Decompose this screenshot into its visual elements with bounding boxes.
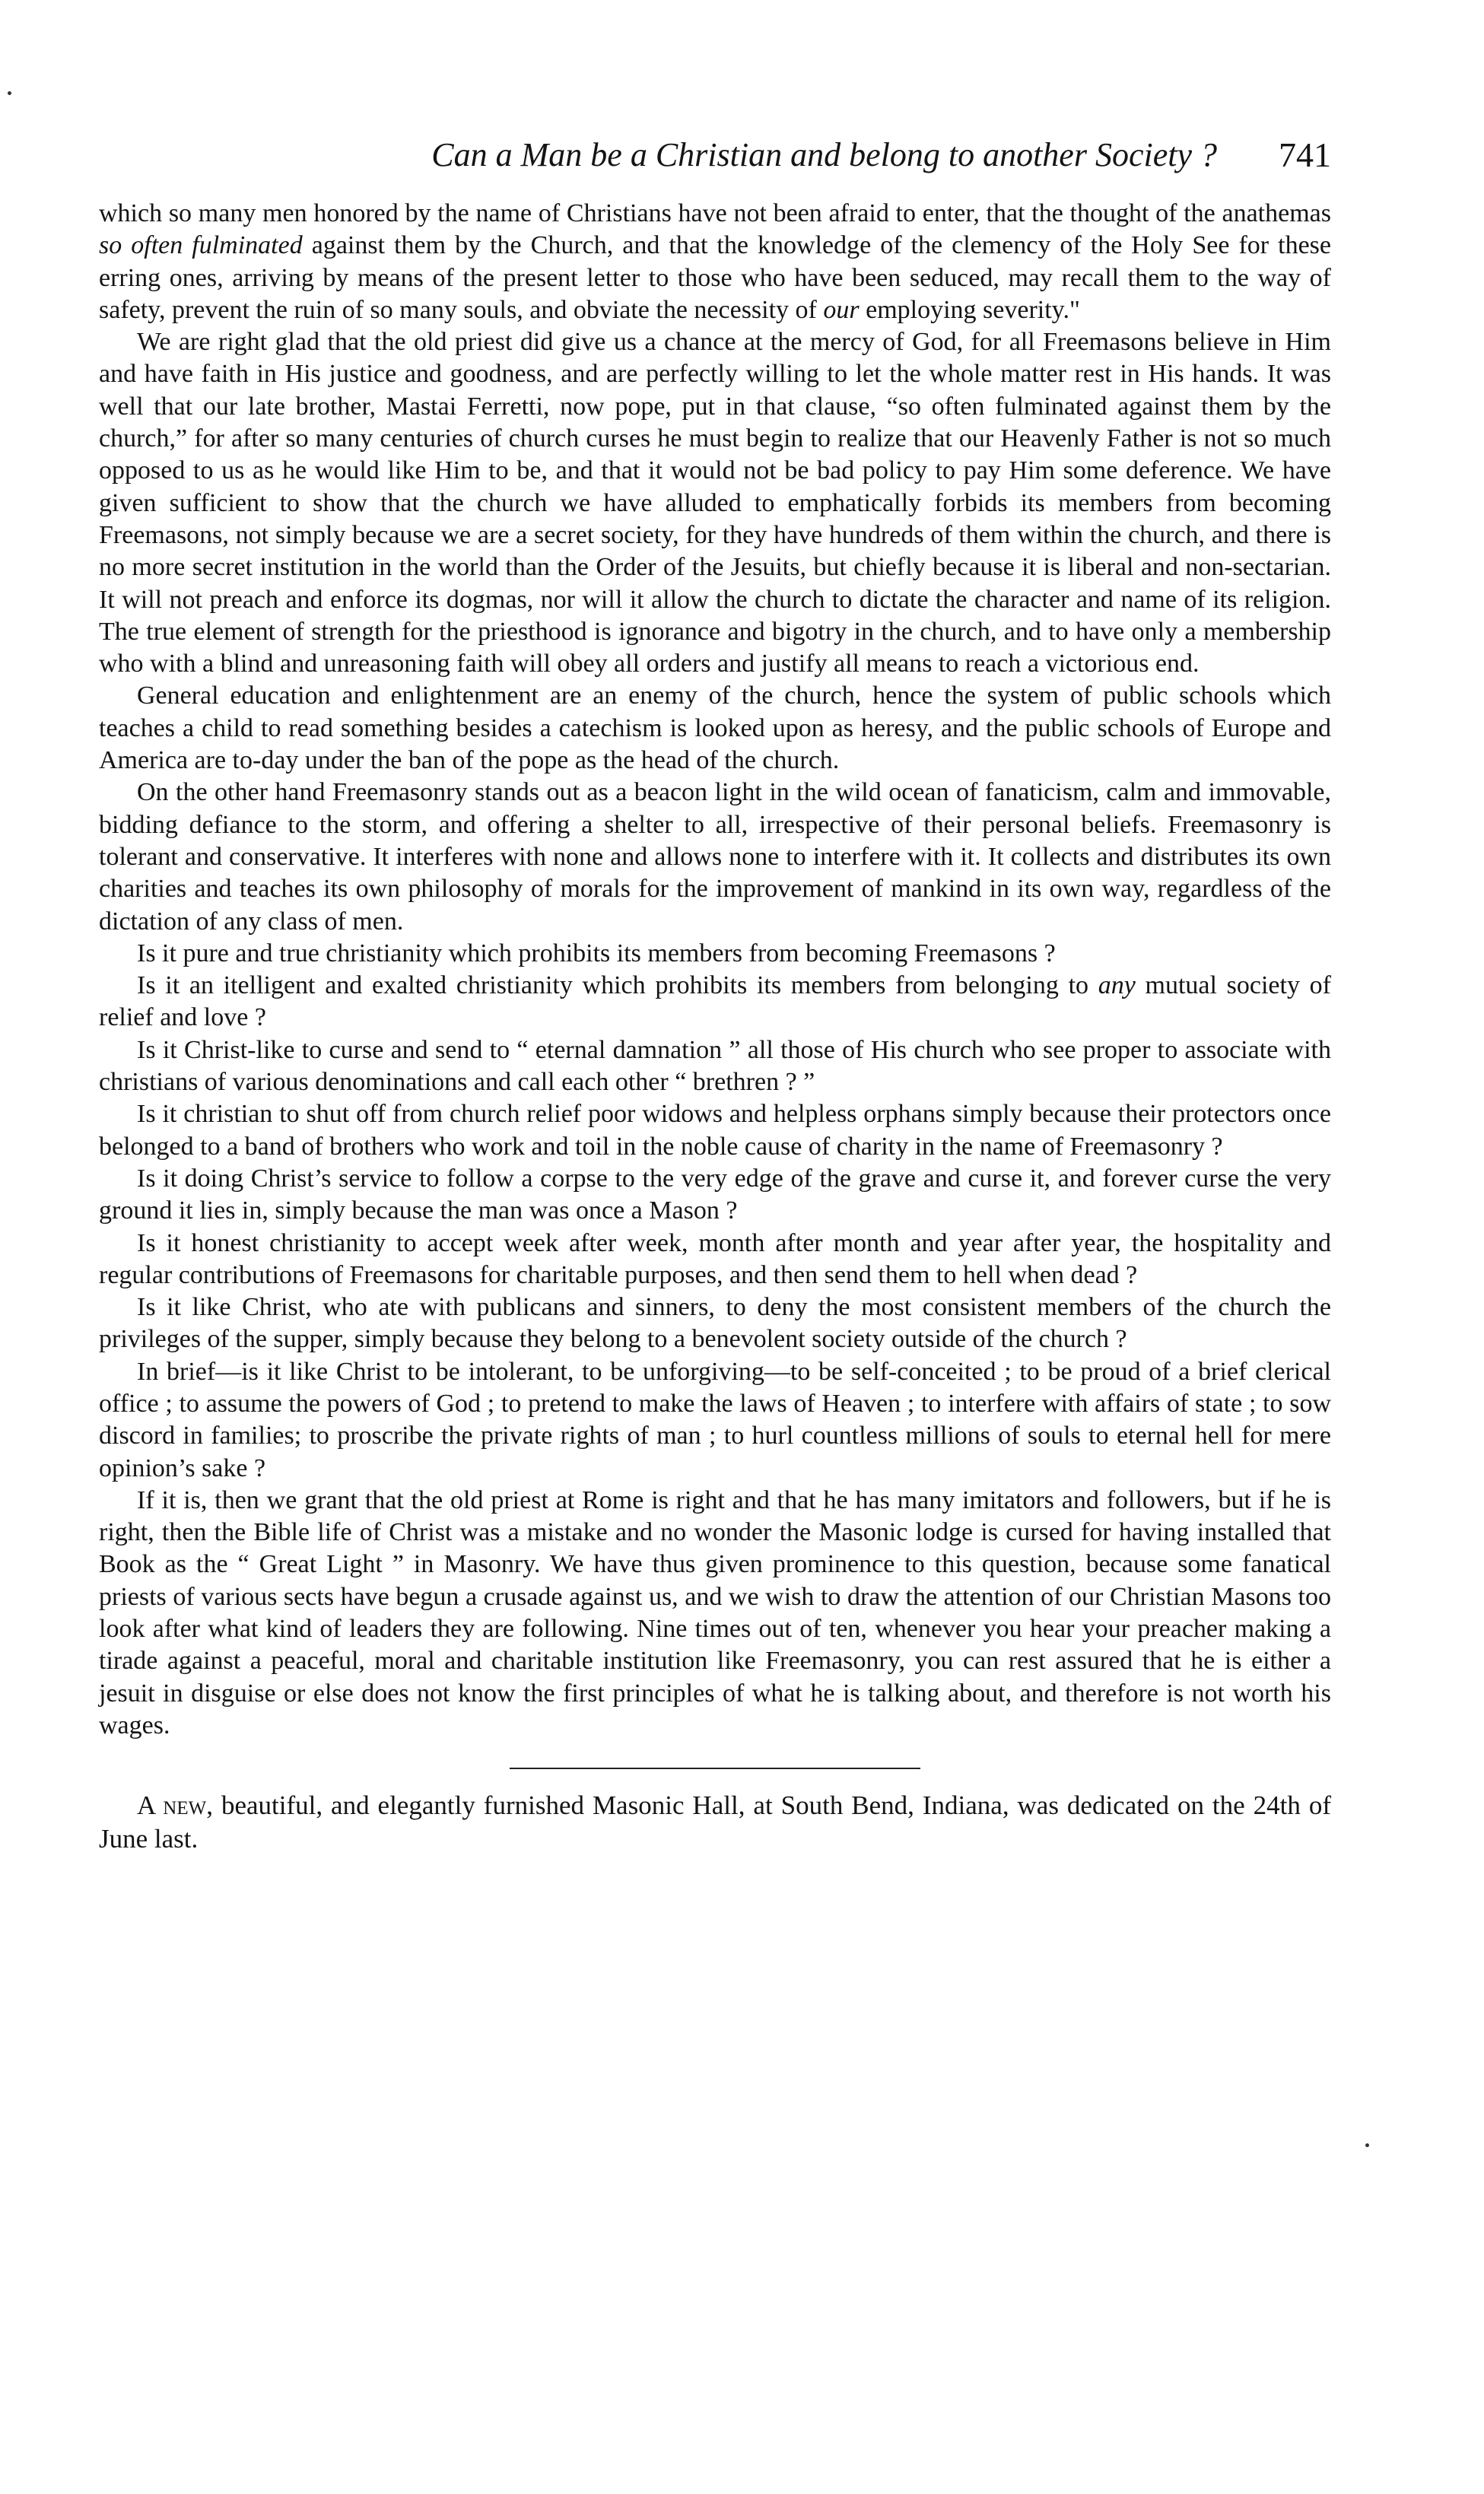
article-body: [99, 198, 1331, 1742]
body-paragraph: [99, 1356, 1331, 1485]
page: [99, 134, 1331, 1856]
text-run: We are right glad that the old priest did give us a chance at the mercy of God, for all Freemasons believe in Him and have faith in His justice and goodness, and are perfectly willing to let the whole matter rest in His hands. It was well that our late brother, Mastai Ferretti, now pope, put in that clause, “so often fulminated against them by the church,” for after so many centuries of church curses he must begin to realize that our Heavenly Father is not so much opposed to us as he would like Him to be, and that it would not be bad policy to pay Him some deference. We have given sufficient to show that the church we have alluded to emphatically forbids its members from becoming Freemasons, not simply because we are a secret society, for they have hundreds of them within the church, and there is no more secret institution in the world than the Order of the Jesuits, but chiefly because it is liberal and non-sectarian. It will not preach and enforce its dogmas, nor will it allow the church to dictate the character and name of its religion. The true element of strength for the priesthood is ignorance and bigotry in the church, and to have only a membership who with a blind and unreasoning faith will obey all orders and justify all means to reach a victorious end.: [99, 328, 1331, 678]
body-paragraph: [99, 326, 1331, 680]
margin-speck: [8, 91, 11, 95]
text-run: Is it honest christianity to accept week after week, month after month and year after year, the hospitality and regular contributions of Freemasons for charitable purposes, and then send them to hell when dead ?: [99, 1228, 1331, 1289]
italic-text: so often fulminated: [99, 231, 303, 260]
body-paragraph: [99, 1098, 1331, 1163]
news-paragraph: [99, 1789, 1331, 1856]
text-run: Is it christian to shut off from church relief poor widows and helpless orphans simply because their protectors once belonged to a band of brothers who work and toil in the noble cause of charity in the name of Freemasonry ?: [99, 1100, 1331, 1161]
margin-speck: [1365, 2143, 1369, 2147]
body-paragraph: [99, 1163, 1331, 1228]
text-run: against them by the Church, and that the knowledge of the clemency of the Holy See for these erring ones, arriving by means of the present letter to those who have been seduced, may recall them to the way of safety, prevent the ruin of so many souls, and obviate the necessity of: [99, 231, 1331, 324]
text-run: Is it an itelligent and exalted christianity which prohibits its members from belonging to: [137, 971, 1098, 1000]
news-lead: A new: [137, 1790, 207, 1821]
running-head: [99, 134, 1331, 180]
body-paragraph: [99, 1291, 1331, 1356]
body-paragraph: [99, 198, 1331, 326]
section-divider: [510, 1768, 920, 1769]
text-run: General education and enlightenment are an enemy of the church, hence the system of public schools which teaches a child to read something besides a catechism is looked upon as heresy, and the public schools of Europe and America are to-day under the ban of the pope as the head of the church.: [99, 681, 1331, 775]
running-title: Can a Man be a Christian and belong to another Society ?: [431, 136, 1217, 173]
text-run: Is it Christ-like to curse and send to “ eternal damnation ” all those of His church who see proper to associate with christians of various denominations and call each other “ brethren ? ”: [99, 1035, 1331, 1097]
body-paragraph: [99, 970, 1331, 1034]
text-run: Is it like Christ, who ate with publicans and sinners, to deny the most consistent members of the church the privileges of the supper, simply because they belong to a benevolent society outside of the church ?: [99, 1293, 1331, 1354]
body-paragraph: [99, 680, 1331, 777]
text-run: Is it doing Christ’s service to follow a corpse to the very edge of the grave and curse it, and forever curse the very ground it lies in, simply because the man was once a Mason ?: [99, 1164, 1331, 1225]
text-run: employing severity.": [859, 295, 1080, 324]
news-text: , beautiful, and elegantly furnished Masonic Hall, at South Bend, Indiana, was dedicated on the 24th of June last.: [99, 1790, 1331, 1854]
body-paragraph: [99, 1485, 1331, 1742]
italic-text: our: [823, 295, 860, 324]
text-run: which so many men honored by the name of Christians have not been afraid to enter, that the thought of the anathemas: [99, 199, 1331, 227]
text-run: In brief—is it like Christ to be intolerant, to be unforgiving—to be self-conceited ; to be proud of a brief clerical office ; to assume the powers of God ; to pretend to make the laws of Heaven ; to interfere with affairs of state ; to sow discord in families; to proscribe the private rights of man ; to hurl countless millions of souls to eternal hell for mere opinion’s sake ?: [99, 1357, 1331, 1482]
text-run: Is it pure and true christianity which prohibits its members from becoming Freemasons ?: [137, 939, 1056, 967]
page-number: 741: [1279, 135, 1331, 174]
body-paragraph: [99, 938, 1331, 970]
news-item: [99, 1789, 1331, 1856]
text-run: On the other hand Freemasonry stands out as a beacon light in the wild ocean of fanaticism, calm and immovable, bidding defiance to the storm, and offering a shelter to all, irrespective of their personal beliefs. Freemasonry is tolerant and conservative. It interferes with none and allows none to interfere with it. It collects and distributes its own charities and teaches its own philosophy of morals for the improvement of mankind in its own way, regardless of the dictation of any class of men.: [99, 778, 1331, 936]
text-run: If it is, then we grant that the old priest at Rome is right and that he has many imitators and followers, but if he is right, then the Bible life of Christ was a mistake and no wonder the Masonic lodge is cursed for having installed that Book as the “ Great Light ” in Masonry. We have thus given prominence to this question, because some fanatical priests of various sects have begun a crusade against us, and we wish to draw the attention of our Christian Masons too look after what kind of leaders they are following. Nine times out of ten, whenever you hear your preacher making a tirade against a peaceful, moral and charitable institution like Freemasonry, you can rest assured that he is either a jesuit in disguise or else does not know the first principles of what he is talking about, and therefore is not worth his wages.: [99, 1485, 1331, 1739]
body-paragraph: [99, 1228, 1331, 1292]
italic-text: any: [1098, 971, 1136, 1000]
body-paragraph: [99, 777, 1331, 937]
body-paragraph: [99, 1034, 1331, 1099]
text-run: mutual society of relief and love ?: [99, 971, 1331, 1032]
